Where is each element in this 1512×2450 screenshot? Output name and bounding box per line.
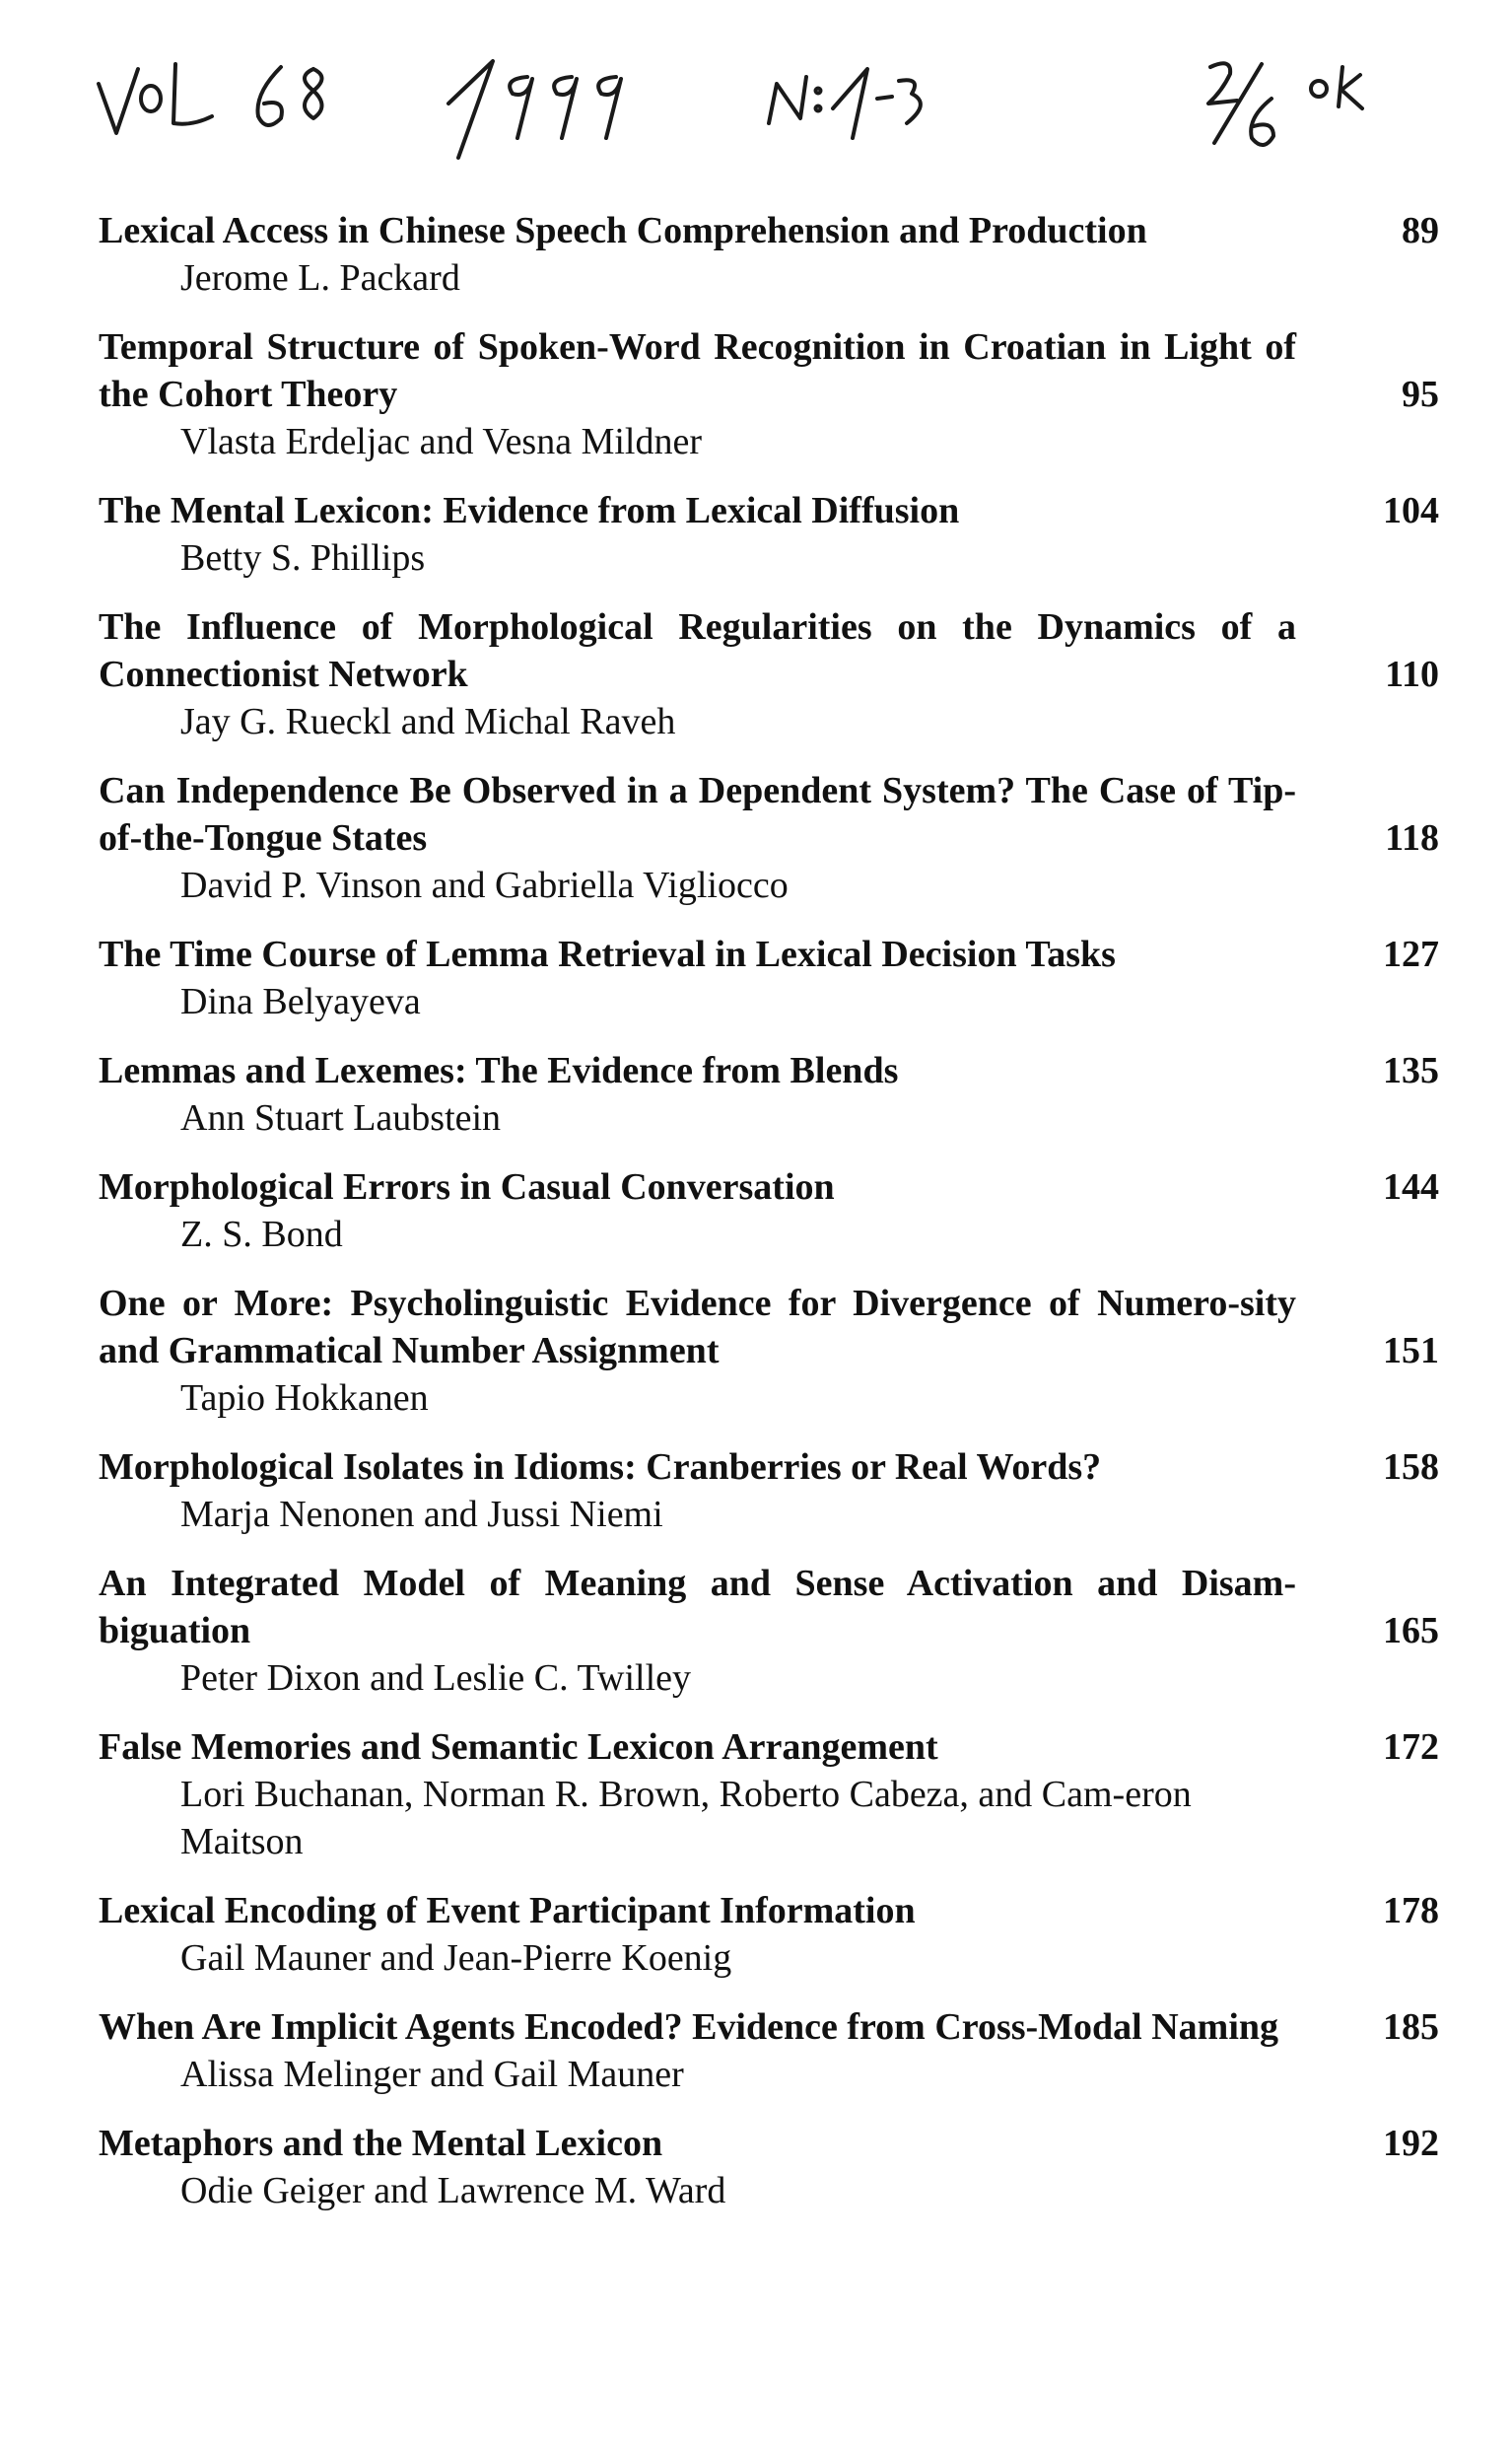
article-title: One or More: Psycholinguistic Evidence for Divergence of Numero-sity and Grammatical Number Assignment: [99, 1283, 1296, 1371]
toc-entry[interactable]: [99, 1280, 1439, 1422]
article-authors: Alissa Melinger and Gail Mauner: [180, 2054, 684, 2095]
article-title: Morphological Errors in Casual Conversation: [99, 1166, 835, 1208]
article-title: An Integrated Model of Meaning and Sense Activation and Disam-biguation: [99, 1563, 1296, 1651]
article-title: Morphological Isolates in Idioms: Cranberries or Real Words?: [99, 1446, 1102, 1488]
page-number: 104: [1383, 490, 1439, 531]
toc-entry[interactable]: [99, 323, 1439, 465]
article-title: Lexical Encoding of Event Participant Information: [99, 1890, 916, 1931]
handwritten-annotation: [0, 0, 1512, 197]
article-authors: Gail Mauner and Jean-Pierre Koenig: [180, 1937, 732, 1979]
article-title: The Influence of Morphological Regularities on the Dynamics of a Connectionist Network: [99, 606, 1296, 695]
article-title: When Are Implicit Agents Encoded? Evidence from Cross-Modal Naming: [99, 2006, 1279, 2048]
article-title: False Memories and Semantic Lexicon Arrangement: [99, 1726, 938, 1768]
page-number: 89: [1402, 210, 1439, 251]
article-authors: Odie Geiger and Lawrence M. Ward: [180, 2170, 726, 2211]
page-number: 95: [1402, 374, 1439, 415]
toc-entry[interactable]: [99, 1887, 1439, 1982]
article-title: Temporal Structure of Spoken-Word Recognition in Croatian in Light of the Cohort Theory: [99, 326, 1296, 415]
article-authors: Dina Belyayeva: [180, 981, 421, 1022]
page-number: 172: [1383, 1726, 1439, 1768]
article-authors: Jay G. Rueckl and Michal Raveh: [180, 701, 676, 742]
toc-entry[interactable]: [99, 603, 1439, 745]
article-title: Metaphors and the Mental Lexicon: [99, 2123, 663, 2164]
page-number: 158: [1383, 1446, 1439, 1488]
page-number: 135: [1383, 1050, 1439, 1091]
article-title: Can Independence Be Observed in a Dependent System? The Case of Tip-of-the-Tongue States: [99, 770, 1296, 859]
article-authors: Lori Buchanan, Norman R. Brown, Roberto Cabeza, and Cam-eron Maitson: [180, 1774, 1192, 1862]
toc-entry[interactable]: [99, 931, 1439, 1025]
article-authors: Peter Dixon and Leslie C. Twilley: [180, 1657, 691, 1699]
article-authors: Z. S. Bond: [180, 1214, 343, 1255]
article-authors: David P. Vinson and Gabriella Vigliocco: [180, 865, 789, 906]
article-authors: Betty S. Phillips: [180, 537, 426, 579]
page-number: 151: [1383, 1330, 1439, 1371]
article-authors: Vlasta Erdeljac and Vesna Mildner: [180, 421, 703, 462]
page-number: 118: [1385, 817, 1439, 859]
toc-entry[interactable]: [99, 1047, 1439, 1142]
article-authors: Ann Stuart Laubstein: [180, 1097, 502, 1139]
page-number: 185: [1383, 2006, 1439, 2048]
toc-entry[interactable]: [99, 207, 1439, 302]
toc-entry[interactable]: [99, 487, 1439, 582]
page-number: 192: [1383, 2123, 1439, 2164]
toc-entry[interactable]: [99, 1163, 1439, 1258]
toc-entry[interactable]: [99, 2003, 1439, 2098]
page-number: 178: [1383, 1890, 1439, 1931]
toc-entry[interactable]: [99, 1560, 1439, 1702]
article-title: Lexical Access in Chinese Speech Comprehension and Production: [99, 210, 1147, 251]
table-of-contents: [99, 207, 1439, 2236]
page-number: 165: [1383, 1610, 1439, 1651]
article-authors: Marja Nenonen and Jussi Niemi: [180, 1494, 663, 1535]
page-number: 110: [1385, 654, 1439, 695]
toc-entry[interactable]: [99, 1723, 1439, 1865]
article-authors: Jerome L. Packard: [180, 257, 460, 299]
toc-entry[interactable]: [99, 1443, 1439, 1538]
article-authors: Tapio Hokkanen: [180, 1377, 429, 1419]
toc-entry[interactable]: [99, 2120, 1439, 2214]
article-title: The Mental Lexicon: Evidence from Lexical Diffusion: [99, 490, 960, 531]
article-title: Lemmas and Lexemes: The Evidence from Blends: [99, 1050, 899, 1091]
page-number: 144: [1383, 1166, 1439, 1208]
toc-entry[interactable]: [99, 767, 1439, 909]
article-title: The Time Course of Lemma Retrieval in Lexical Decision Tasks: [99, 934, 1116, 975]
page-number: 127: [1383, 934, 1439, 975]
